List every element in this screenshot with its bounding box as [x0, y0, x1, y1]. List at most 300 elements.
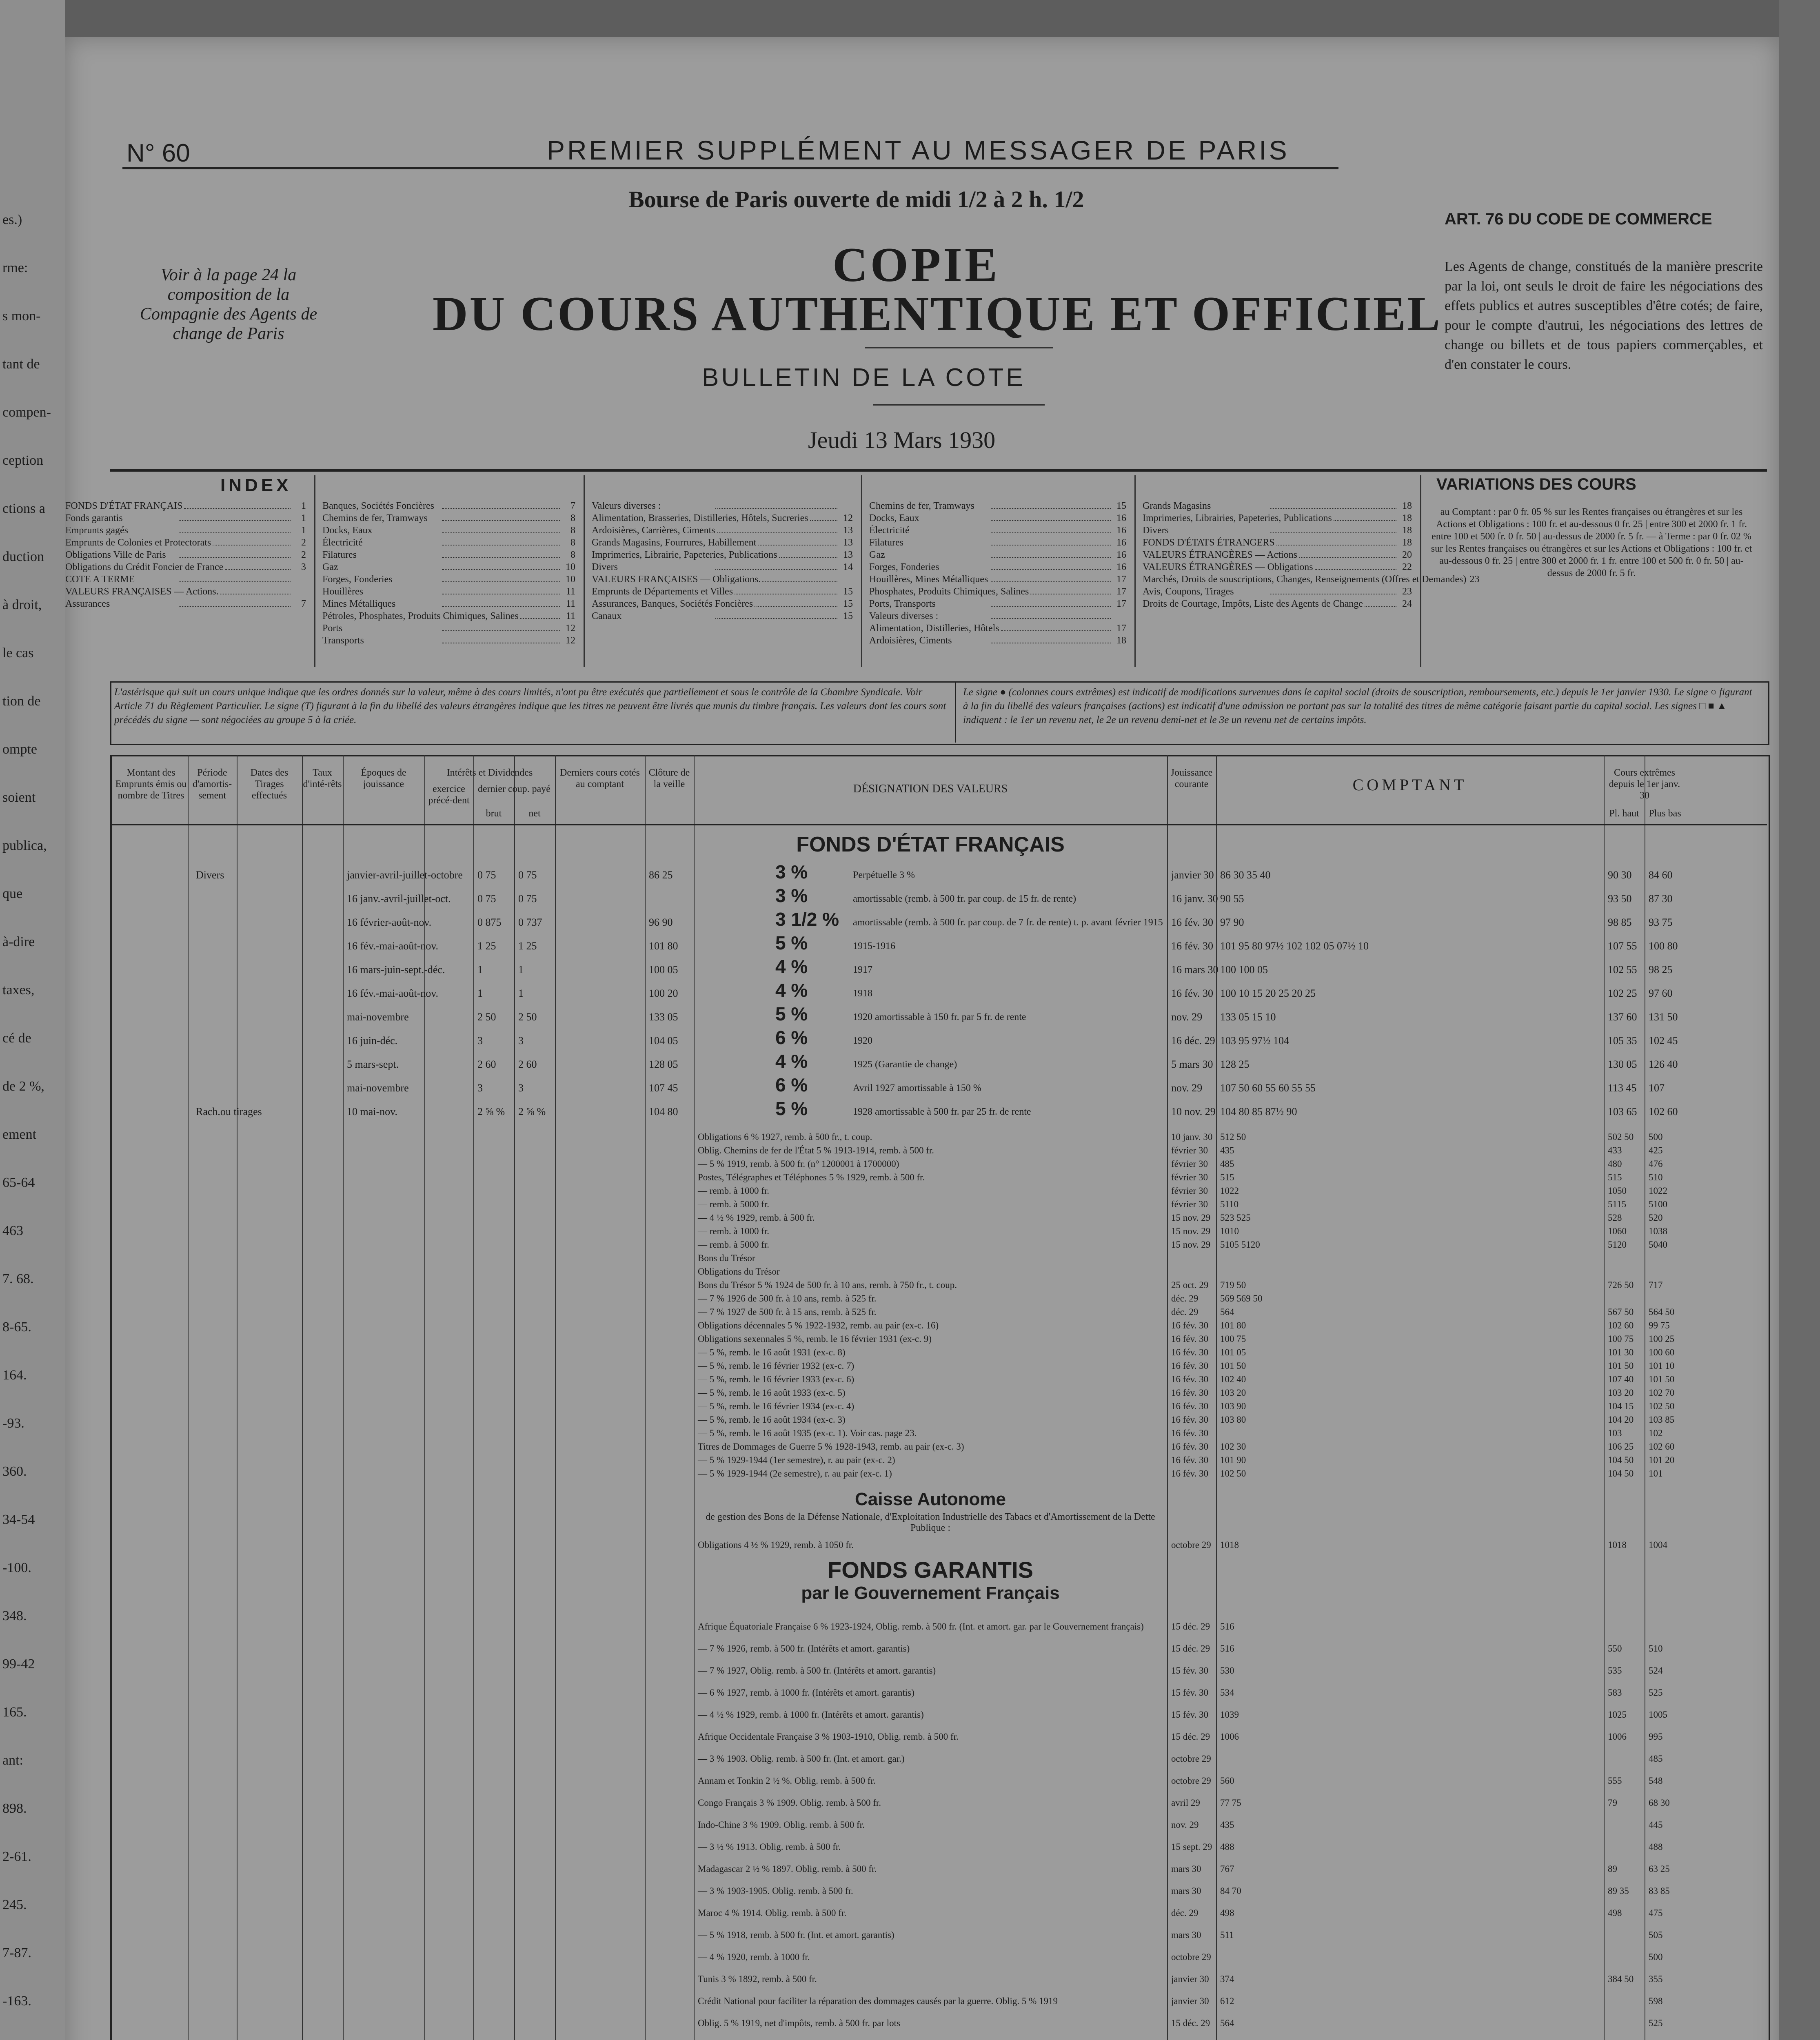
index-entry-label: Gaz — [322, 562, 338, 572]
index-entry-page: 8 — [570, 513, 575, 523]
cell-cours: 435 — [1220, 1145, 1234, 1155]
index-entry-label: VALEURS ÉTRANGÈRES — Actions — [1143, 550, 1297, 560]
cell-cours: 488 — [1220, 1842, 1234, 1852]
cell-jouis: février 30 — [1171, 1159, 1208, 1169]
index-entry-label: Ardoisières, Carrières, Ciments — [592, 525, 715, 536]
index-entry — [1143, 549, 1412, 561]
cell-bas: 97 60 — [1649, 987, 1673, 999]
cell-desig: — 5 %, remb. le 16 août 1933 (ex-c. 5) — [698, 1388, 846, 1398]
index-leader — [179, 524, 291, 533]
cell-haut: 550 — [1608, 1643, 1622, 1654]
index-entry — [592, 512, 853, 524]
cell-epoque: mai-novembre — [347, 1011, 409, 1023]
cell-haut: 498 — [1608, 1908, 1622, 1918]
cell-cours: 564 — [1220, 2018, 1234, 2028]
table-row — [112, 1399, 1765, 1413]
index-leader — [184, 500, 291, 509]
cell-desig: — 3 % 1903. Oblig. remb. à 500 fr. (Int. et amort. gar.) — [698, 1754, 905, 1764]
cell-brut: 1 — [477, 987, 483, 999]
index-entry-page: 7 — [301, 599, 306, 609]
adjacent-text-fragment: ant: — [2, 1753, 23, 1768]
cell-jouis: 16 fév. 30 — [1171, 1320, 1209, 1330]
index-entry — [1143, 524, 1412, 537]
cell-desig: — 4 ½ % 1929, remb. à 500 fr. — [698, 1213, 815, 1223]
adjacent-text-fragment: 360. — [2, 1464, 27, 1479]
cell-bas: 5100 — [1649, 1199, 1667, 1209]
index-entry-page: 15 — [1116, 501, 1126, 511]
cell-epoque: 16 juin-déc. — [347, 1035, 398, 1047]
table-row — [112, 1884, 1765, 1898]
cell-cours: 485 — [1220, 1159, 1234, 1169]
col-jouissance: Jouissance courante — [1170, 767, 1213, 789]
adjacent-text-fragment: ception — [2, 453, 44, 468]
cell-cours: 102 30 — [1220, 1441, 1246, 1452]
cell-jouis: 16 fév. 30 — [1171, 1388, 1209, 1398]
cell-jouis: 15 fév. 30 — [1171, 1665, 1209, 1676]
rente-designation: 1920 — [853, 1036, 872, 1046]
index-entry-page: 18 — [1116, 635, 1126, 646]
cell-desig — [698, 2038, 1163, 2040]
col-derniers: Derniers cours cotés au comptant — [560, 767, 640, 789]
index-entry-page: 18 — [1402, 537, 1412, 548]
index-leader — [179, 512, 291, 521]
notes-divider — [955, 681, 956, 743]
index-entry-page: 16 — [1116, 513, 1126, 523]
index-entry-label: Gaz — [869, 550, 885, 560]
issue-number: N° 60 — [127, 139, 190, 167]
publication-title: PREMIER SUPPLÉMENT AU MESSAGER DE PARIS — [547, 135, 1290, 165]
index-entry-label: Divers — [1143, 525, 1169, 536]
cell-haut: 107 40 — [1608, 1374, 1634, 1384]
cell-cours: 103 20 — [1220, 1388, 1246, 1398]
index-leader — [442, 524, 560, 533]
adjacent-text-fragment: que — [2, 886, 23, 901]
cell-jouis: 15 déc. 29 — [1171, 1732, 1210, 1742]
cell-bas: 131 50 — [1649, 1011, 1678, 1023]
cell-desig: Tunis 3 % 1892, remb. à 500 fr. — [698, 1974, 817, 1984]
cell-jouis: déc. 29 — [1171, 1908, 1199, 1918]
cell-desig: — 5 %, remb. le 16 août 1934 (ex-c. 3) — [698, 1415, 846, 1425]
table-row — [112, 2016, 1765, 2030]
cell-desig: Congo Français 3 % 1909. Oblig. remb. à 500 fr. — [698, 1798, 881, 1808]
index-entry-label: Fonds garantis — [65, 513, 123, 523]
cell-bas: 598 — [1649, 1996, 1663, 2006]
cell-haut: 480 — [1608, 1159, 1622, 1169]
index-leader — [717, 524, 837, 533]
index-leader — [442, 573, 560, 582]
index-entry-label: Docks, Eaux — [869, 513, 919, 523]
adjacent-text-fragment: -100. — [2, 1560, 31, 1575]
adjacent-text-fragment: tion de — [2, 694, 41, 709]
cell-desig: — 5 %, remb. le 16 août 1931 (ex-c. 8) — [698, 1347, 846, 1357]
cell-bas: 524 — [1649, 1665, 1663, 1676]
adjacent-text-fragment: duction — [2, 549, 44, 564]
cell-jouis: 15 nov. 29 — [1171, 1213, 1211, 1223]
index-entry — [869, 598, 1126, 610]
adjacent-text-fragment: ompte — [2, 742, 37, 757]
rente-designation: 1920 amortissable à 150 fr. par 5 fr. de rente — [853, 1012, 1026, 1022]
cell-haut: 104 15 — [1608, 1401, 1634, 1411]
cell-bas: 63 25 — [1649, 1864, 1670, 1874]
cell-epoque: 16 mars-juin-sept.-déc. — [347, 964, 445, 976]
index-entry — [869, 610, 1126, 622]
index-entry — [322, 585, 575, 598]
index-rule — [110, 469, 1767, 472]
index-leader — [762, 573, 837, 582]
cell-bas: 83 85 — [1649, 1886, 1670, 1896]
rente-rate: 5 % — [775, 1003, 808, 1024]
index-entry-label: Emprunts gagés — [65, 525, 128, 536]
cell-jouis: 16 fév. 30 — [1171, 1374, 1209, 1384]
table-row — [112, 1862, 1765, 1876]
table-row — [112, 1292, 1765, 1306]
cell-bas: 5040 — [1649, 1240, 1667, 1250]
cell-haut: 528 — [1608, 1213, 1622, 1223]
cell-cours: 101 80 — [1220, 1320, 1246, 1330]
cell-bas: 500 — [1649, 1952, 1663, 1962]
cell-desig: Oblig. Chemins de fer de l'État 5 % 1913-1914, remb. à 500 fr. — [698, 1145, 934, 1155]
cell-bas: 84 60 — [1649, 869, 1673, 881]
table-row — [112, 1098, 1765, 1122]
cell-jouis: 16 fév. 30 — [1171, 987, 1214, 999]
cell-brut: 1 25 — [477, 940, 496, 952]
index-leader — [1276, 537, 1396, 545]
index-entry — [65, 585, 306, 598]
cell-desig: — 5 % 1918, remb. à 500 fr. (Int. et amort. garantis) — [698, 1930, 894, 1940]
adjacent-text-fragment: à-dire — [2, 934, 35, 949]
col-cloture: Clôture de la veille — [648, 767, 690, 789]
table-row — [112, 1130, 1765, 1144]
main-title: COPIE — [832, 237, 1000, 292]
cell-cours: 498 — [1220, 1908, 1234, 1918]
cell-haut: 101 50 — [1608, 1361, 1634, 1371]
cell-bas: 100 25 — [1649, 1334, 1675, 1344]
cell-jouis: 10 janv. 30 — [1171, 1132, 1213, 1142]
index-entry — [322, 524, 575, 537]
adjacent-text-fragment: publica, — [2, 838, 47, 853]
cell-desig: Bons du Trésor — [698, 1253, 755, 1263]
index-leader — [991, 561, 1111, 570]
cell-cours: 560 — [1220, 1776, 1234, 1786]
cell-cours: 101 90 — [1220, 1455, 1246, 1465]
index-entry — [869, 500, 1126, 512]
cell-cours: 523 525 — [1220, 1213, 1251, 1223]
index-entry — [1143, 561, 1412, 573]
cell-cours: 516 — [1220, 1643, 1234, 1654]
table-row — [112, 1994, 1765, 2008]
cell-cours: 435 — [1220, 1820, 1234, 1830]
index-entry-page: 23 — [1402, 586, 1412, 597]
table-row — [112, 1224, 1765, 1238]
cell-cours: 101 95 80 97½ 102 102 05 07½ 10 — [1220, 940, 1369, 952]
index-entry — [869, 634, 1126, 647]
cell-net: 2 50 — [518, 1011, 537, 1023]
header-bottom-rule — [110, 824, 1767, 825]
index-entry-page: 16 — [1116, 550, 1126, 560]
table-row — [112, 1538, 1765, 1552]
index-leader — [1001, 622, 1111, 631]
adjacent-text-fragment: tant de — [2, 357, 40, 372]
cell-cours: 1006 — [1220, 1732, 1239, 1742]
adjacent-text-fragment: compen- — [2, 405, 51, 420]
notes-right: Le signe ● (colonnes cours extrêmes) est indicatif de modifications survenues dans le capital social (droits de souscription, remboursements, etc.) depuis le 1er janvier 1930. Le signe ○ figurant à la fin du libellé des valeurs françaises (actions) est indicatif d'une admission ne portant pas sur la totalité des titres de même catégorie faisant partie du capital social. Les signes □ ■ ▲ indiquent : le 1er un revenu net, le 2e un revenu demi-net et le 3e un revenu net de certains impôts. — [963, 687, 1752, 725]
index-leader — [225, 561, 291, 570]
cell-brut: 2 50 — [477, 1011, 496, 1023]
cell-cours: 767 — [1220, 1864, 1234, 1874]
index-entry — [65, 561, 306, 573]
index-entry-page: 17 — [1116, 623, 1126, 634]
cell-jouis: 25 oct. 29 — [1171, 1280, 1209, 1290]
col-net: net — [528, 808, 541, 819]
table-row — [112, 1197, 1765, 1211]
index-entry — [322, 549, 575, 561]
cell-haut: 5115 — [1608, 1199, 1627, 1209]
cell-jouis: 5 mars 30 — [1171, 1058, 1213, 1070]
cell-pos: Divers — [196, 869, 224, 881]
adjacent-text-fragment: à droit, — [2, 597, 42, 612]
rente-rate: 4 % — [775, 1051, 808, 1072]
index-entry-label: Filatures — [322, 550, 357, 560]
rente-designation: Avril 1927 amortissable à 150 % — [853, 1083, 981, 1093]
cell-desig: — 5 %, remb. le 16 février 1932 (ex-c. 7) — [698, 1361, 855, 1371]
index-entry — [592, 561, 853, 573]
cell-jouis: nov. 29 — [1171, 1011, 1203, 1023]
cell-haut: 89 35 — [1608, 1886, 1629, 1896]
section-fonds-etat: FONDS D'ÉTAT FRANÇAIS — [796, 833, 1065, 856]
table-row — [112, 1211, 1765, 1225]
cell-bas: 87 30 — [1649, 893, 1673, 905]
cell-jouis: 16 fév. 30 — [1171, 1347, 1209, 1357]
cell-jouis — [1171, 2038, 1216, 2040]
index-entry-label: Forges, Fonderies — [322, 574, 393, 585]
cell-haut: 515 — [1608, 1172, 1622, 1182]
table-row — [112, 1708, 1765, 1722]
main-subtitle: DU COURS AUTHENTIQUE ET OFFICIEL — [433, 286, 1442, 341]
adjacent-text-fragment: 2-61. — [2, 1849, 31, 1864]
index-leader — [735, 585, 837, 594]
index-entry-label: FONDS D'ÉTATS ÉTRANGERS — [1143, 537, 1275, 548]
cell-cours: 102 50 — [1220, 1468, 1246, 1479]
index-entry — [592, 500, 853, 512]
adjacent-text-fragment: 463 — [2, 1223, 23, 1238]
cell-epoque: 16 fév.-mai-août-nov. — [347, 987, 439, 999]
index-entry-page: 17 — [1116, 586, 1126, 597]
cell-haut: 1018 — [1608, 1540, 1627, 1550]
cell-epoque: 16 fév.-mai-août-nov. — [347, 940, 439, 952]
index-leader — [1299, 549, 1396, 558]
cell-desig: — 4 % 1920, remb. à 1000 fr. — [698, 1952, 810, 1962]
cell-cours: 1018 — [1220, 1540, 1239, 1550]
cell-epoque: 16 janv.-avril-juillet-oct. — [347, 893, 451, 905]
index-leader — [991, 634, 1111, 643]
index-leader — [755, 598, 837, 607]
index-entry-label: Ardoisières, Ciments — [869, 635, 952, 646]
cell-haut: 5120 — [1608, 1240, 1627, 1250]
cell-bas: 68 30 — [1649, 1798, 1670, 1808]
cell-bas: 102 45 — [1649, 1035, 1678, 1047]
cell-net: 3 — [518, 1082, 524, 1094]
table-row — [112, 1818, 1765, 1832]
cell-brut: 2 60 — [477, 1058, 496, 1070]
table-row — [112, 1144, 1765, 1157]
cell-net: 2 60 — [518, 1058, 537, 1070]
index-entry — [592, 537, 853, 549]
index-entry — [592, 549, 853, 561]
index-entry — [65, 573, 306, 585]
index-entry — [65, 598, 306, 610]
cell-desig: Obligations décennales 5 % 1922-1932, remb. au pair (ex-c. 16) — [698, 1320, 939, 1330]
cell-brut: 0 875 — [477, 916, 502, 928]
cell-brut: 1 — [477, 964, 483, 976]
cell-jouis: 16 fév. 30 — [1171, 1401, 1209, 1411]
index-entry-page — [292, 585, 306, 598]
index-leader — [1030, 585, 1111, 594]
cell-bas: 995 — [1649, 1732, 1663, 1742]
article-title: ART. 76 DU CODE DE COMMERCE — [1445, 210, 1712, 228]
cell-jouis: avril 29 — [1171, 1798, 1200, 1808]
variations-text: au Comptant : par 0 fr. 05 % sur les Rentes françaises ou étrangères et sur les Actions et Obligations : 100 fr. et au-dessous 0 fr. 25 | entre 300 et 2000 fr. 1 fr. entre 100 et 500 fr. 0 fr. 50 | au-dessus de 2000 fr. 5 fr. — à Terme : par 0 fr. 02 % sur les Rentes françaises ou étrangères et sur les Actions et Obligations : 100 fr. et au-dessous 0 fr. 25 | entre 300 et 2000 fr. 1 fr. entre 100 et 500 fr. 0 fr. 50 | au-dessus de 2000 fr. 5 fr. — [1431, 507, 1752, 579]
cell-cours: 515 — [1220, 1172, 1234, 1182]
cell-bas: 103 85 — [1649, 1415, 1675, 1425]
book-edge — [1779, 0, 1820, 2040]
index-entry-label: Imprimeries, Librairies, Papeteries, Publications — [1143, 513, 1332, 523]
cell-jouis: 16 mars 30 — [1171, 964, 1219, 976]
cell-desig: — remb. à 5000 fr. — [698, 1199, 770, 1209]
cell-bas: 355 — [1649, 1974, 1663, 1984]
cell-bas: 1004 — [1649, 1540, 1667, 1550]
cell-haut: 93 50 — [1608, 893, 1632, 905]
cell-net: 2 ⅝ % — [518, 1106, 546, 1118]
cell-bas: 500 — [1649, 1132, 1663, 1142]
cell-jouis: février 30 — [1171, 1172, 1208, 1182]
cell-bas: 93 75 — [1649, 916, 1673, 928]
index-entry-page — [839, 573, 853, 585]
cell-haut: 102 55 — [1608, 964, 1637, 976]
cell-desig: — 5 %, remb. le 16 février 1933 (ex-c. 6) — [698, 1374, 855, 1384]
cell-desig: — remb. à 1000 fr. — [698, 1186, 770, 1196]
cell-jouis: 15 déc. 29 — [1171, 2018, 1210, 2028]
table-row — [112, 1265, 1765, 1279]
index-leader — [991, 512, 1111, 521]
cell-desig: Postes, Télégraphes et Téléphones 5 % 1929, remb. à 500 fr. — [698, 1172, 925, 1182]
index-entry — [869, 537, 1126, 549]
rente-rate: 6 % — [775, 1027, 808, 1048]
table-row — [112, 1774, 1765, 1788]
index-entry-page: 1 — [301, 513, 306, 523]
table-row — [112, 1278, 1765, 1292]
cell-bas: 101 — [1649, 1468, 1663, 1479]
index-entry — [1143, 598, 1412, 610]
index-column-1 — [65, 500, 306, 610]
table-row — [112, 1620, 1765, 1634]
cell-jouis: octobre 29 — [1171, 1754, 1211, 1764]
index-entry — [869, 549, 1126, 561]
header-rule — [122, 167, 1338, 169]
index-entry-page: 18 — [1402, 525, 1412, 536]
adjacent-text-fragment: 65-64 — [2, 1175, 35, 1190]
index-entry — [65, 500, 306, 512]
index-entry-label: Alimentation, Distilleries, Hôtels — [869, 623, 999, 634]
cell-jouis: 16 fév. 30 — [1171, 1441, 1209, 1452]
cell-jouis: mars 30 — [1171, 1930, 1201, 1940]
index-column-2 — [322, 500, 575, 647]
adjacent-text-fragment: 7. 68. — [2, 1271, 34, 1286]
cell-epoque: janvier-avril-juillet-octobre — [347, 869, 463, 881]
cell-cours: 107 50 60 55 60 55 55 — [1220, 1082, 1316, 1094]
cell-cours: 511 — [1220, 1930, 1234, 1940]
table-row — [112, 1346, 1765, 1359]
cell-bas: 101 10 — [1649, 1361, 1675, 1371]
index-entry — [322, 537, 575, 549]
index-divider — [1420, 475, 1421, 667]
rente-designation: 1925 (Garantie de change) — [853, 1059, 957, 1070]
title-separator — [865, 347, 1053, 348]
cell-net: 1 25 — [518, 940, 537, 952]
index-divider — [584, 475, 585, 667]
index-leader — [442, 549, 560, 558]
rente-designation: 1928 amortissable à 500 fr. par 25 fr. de rente — [853, 1106, 1031, 1117]
table-row — [112, 1171, 1765, 1184]
cell-veille: 86 25 — [649, 869, 673, 881]
section-caisse-sub: de gestion des Bons de la Défense Nationale, d'Exploitation Industrielle des Tabacs et d'Amortissement de la Dette Publique : — [706, 1512, 1155, 1533]
index-leader — [220, 585, 291, 594]
cell-bas: 1005 — [1649, 1710, 1667, 1720]
cell-jouis: nov. 29 — [1171, 1820, 1199, 1830]
col-taux: Taux d'inté-rêts — [303, 767, 342, 789]
adjacent-text-fragment: rme: — [2, 260, 28, 275]
col-brut: brut — [486, 808, 502, 819]
cell-cours: 86 30 35 40 — [1220, 869, 1271, 881]
cell-desig: — 7 % 1927 de 500 fr. à 15 ans, remb. à 525 fr. — [698, 1307, 877, 1317]
adjacent-text-fragment: 245. — [2, 1897, 27, 1912]
cell-haut: 113 45 — [1608, 1082, 1637, 1094]
cell-cours: 128 25 — [1220, 1058, 1250, 1070]
cell-bas: 102 50 — [1649, 1401, 1675, 1411]
table-row — [112, 1686, 1765, 1700]
index-entry — [1143, 585, 1412, 598]
cell-pos: Rach.ou tirages — [196, 1106, 262, 1118]
index-entry-label: Ports — [322, 623, 343, 634]
table-row — [112, 1386, 1765, 1400]
index-entry-label: Chemins de fer, Tramways — [869, 501, 974, 511]
cell-bas: 1022 — [1649, 1186, 1667, 1196]
index-entry-page: 17 — [1116, 599, 1126, 609]
cell-jouis: février 30 — [1171, 1145, 1208, 1155]
index-entry-label: Grands Magasins — [1143, 501, 1211, 511]
index-entry-page: 3 — [301, 562, 306, 572]
index-entry-label: Houillères — [322, 586, 363, 597]
cell-haut: 79 — [1608, 1798, 1617, 1808]
index-entry-label: Obligations Ville de Paris — [65, 550, 166, 560]
index-entry-page: 20 — [1402, 550, 1412, 560]
cell-haut: 104 20 — [1608, 1415, 1634, 1425]
adjacent-text-fragment: 8-65. — [2, 1319, 31, 1335]
col-plhaut: Pl. haut — [1609, 808, 1639, 819]
cell-bas: 102 70 — [1649, 1388, 1675, 1398]
index-entry-page: 17 — [1116, 574, 1126, 585]
cell-brut: 3 — [477, 1035, 483, 1047]
cell-net: 1 — [518, 987, 524, 999]
cell-bas: 476 — [1649, 1159, 1663, 1169]
cell-bas: 425 — [1649, 1145, 1663, 1155]
table-row — [112, 1074, 1765, 1098]
cell-cours: 100 100 05 — [1220, 964, 1268, 976]
cell-bas: 101 20 — [1649, 1455, 1675, 1465]
cell-haut: 384 50 — [1608, 1974, 1634, 1984]
cell-cours: 534 — [1220, 1687, 1234, 1698]
cell-haut: 90 30 — [1608, 869, 1632, 881]
index-leader — [442, 512, 560, 521]
